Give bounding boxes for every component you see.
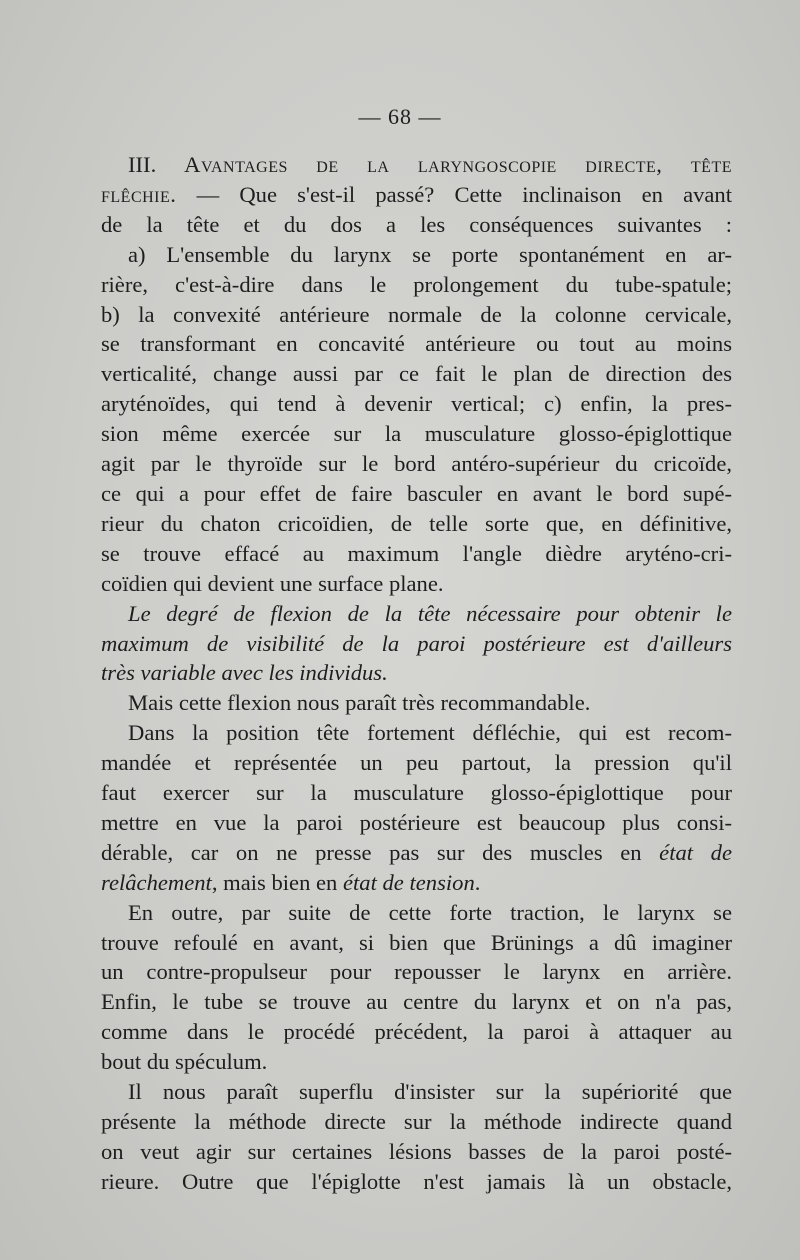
text-line: flêchie. — Que s'est-il passé? Cette inclinaison en avant bbox=[101, 181, 732, 207]
text-line: aryténoïdes, qui tend à devenir vertical; c) enfin, la pres- bbox=[101, 391, 732, 417]
paragraph bbox=[101, 1077, 732, 1197]
italic-phrase: relâchement bbox=[101, 869, 212, 895]
text-line: ce qui a pour effet de faire basculer en avant le bord supé- bbox=[101, 480, 732, 506]
text-line: Il nous paraît superflu d'insister sur la supériorité que bbox=[128, 1079, 732, 1105]
section-heading: Avantages de la laryngoscopie directe, tête bbox=[184, 152, 732, 177]
text-line: Le degré de flexion de la tête nécessaire pour obtenir le bbox=[128, 600, 732, 626]
text-line: mettre en vue la paroi postérieure est beaucoup plus consi- bbox=[101, 809, 732, 835]
text-line: très variable avec les individus. bbox=[101, 660, 388, 686]
text-line: maximum de visibilité de la paroi postérieure est d'ailleurs bbox=[101, 630, 732, 656]
text-line: b) la convexité antérieure normale de la colonne cervicale, bbox=[101, 301, 732, 327]
paragraph bbox=[101, 150, 732, 599]
text-line: bout du spéculum. bbox=[101, 1049, 268, 1075]
text-line: coïdien qui devient une surface plane. bbox=[101, 570, 444, 596]
text-line: rieur du chaton cricoïdien, de telle sorte que, en définitive, bbox=[101, 510, 732, 536]
text-line: Dans la position tête fortement défléchie, qui est recom- bbox=[128, 720, 732, 746]
text-line: un contre-propulseur pour repousser le larynx en arrière. bbox=[101, 959, 732, 985]
text-line: on veut agir sur certaines lésions basses de la paroi posté- bbox=[101, 1138, 732, 1164]
text-line: En outre, par suite de cette forte traction, le larynx se bbox=[128, 899, 732, 925]
text-line: trouve refoulé en avant, si bien que Brünings a dû imaginer bbox=[101, 929, 732, 955]
paragraph bbox=[101, 718, 732, 897]
text-line: se transformant en concavité antérieure ou tout au moins bbox=[101, 331, 732, 357]
text-line: rieure. Outre que l'épiglotte n'est jamais là un obstacle, bbox=[101, 1168, 732, 1194]
text-line: Mais cette flexion nous paraît très recommandable. bbox=[128, 690, 591, 716]
text-line: agit par le thyroïde sur le bord antéro-supérieur du cricoïde, bbox=[101, 451, 732, 477]
text-line: III. Avantages de la laryngoscopie directe, tête bbox=[128, 152, 732, 177]
paragraph bbox=[101, 898, 732, 1077]
text-line: verticalité, change aussi par ce fait le plan de direction des bbox=[101, 361, 732, 387]
body-text bbox=[101, 150, 732, 1197]
text-line: mandée et représentée un peu partout, la pression qu'il bbox=[101, 750, 732, 776]
page-number: — 68 — bbox=[358, 104, 442, 129]
text-line: a) L'ensemble du larynx se porte spontanément en ar- bbox=[128, 241, 732, 267]
italic-paragraph bbox=[101, 599, 732, 689]
text-line: sion même exercée sur la musculature glosso-épiglottique bbox=[101, 421, 732, 447]
text-line: de la tête et du dos a les conséquences suivantes : bbox=[101, 211, 732, 237]
text-line: présente la méthode directe sur la méthode indirecte quand bbox=[101, 1109, 732, 1134]
text-line: dérable, car on ne presse pas sur des muscles en état de bbox=[101, 839, 732, 865]
italic-phrase: état de tension bbox=[342, 869, 475, 895]
paragraph bbox=[101, 688, 732, 718]
text-line: relâchement, mais bien en état de tension. bbox=[101, 869, 481, 895]
italic-phrase: état de bbox=[659, 839, 732, 865]
text-line: rière, c'est-à-dire dans le prolongement du tube-spatule; bbox=[101, 271, 732, 297]
text-line: se trouve effacé au maximum l'angle dièdre aryténo-cri- bbox=[101, 540, 732, 566]
text-line: faut exercer sur la musculature glosso-épiglottique pour bbox=[101, 780, 732, 806]
section-heading: flêchie. bbox=[101, 181, 177, 207]
text-line: comme dans le procédé précédent, la paroi à attaquer au bbox=[101, 1019, 732, 1045]
text-line: Enfin, le tube se trouve au centre du larynx et on n'a pas, bbox=[101, 989, 732, 1015]
